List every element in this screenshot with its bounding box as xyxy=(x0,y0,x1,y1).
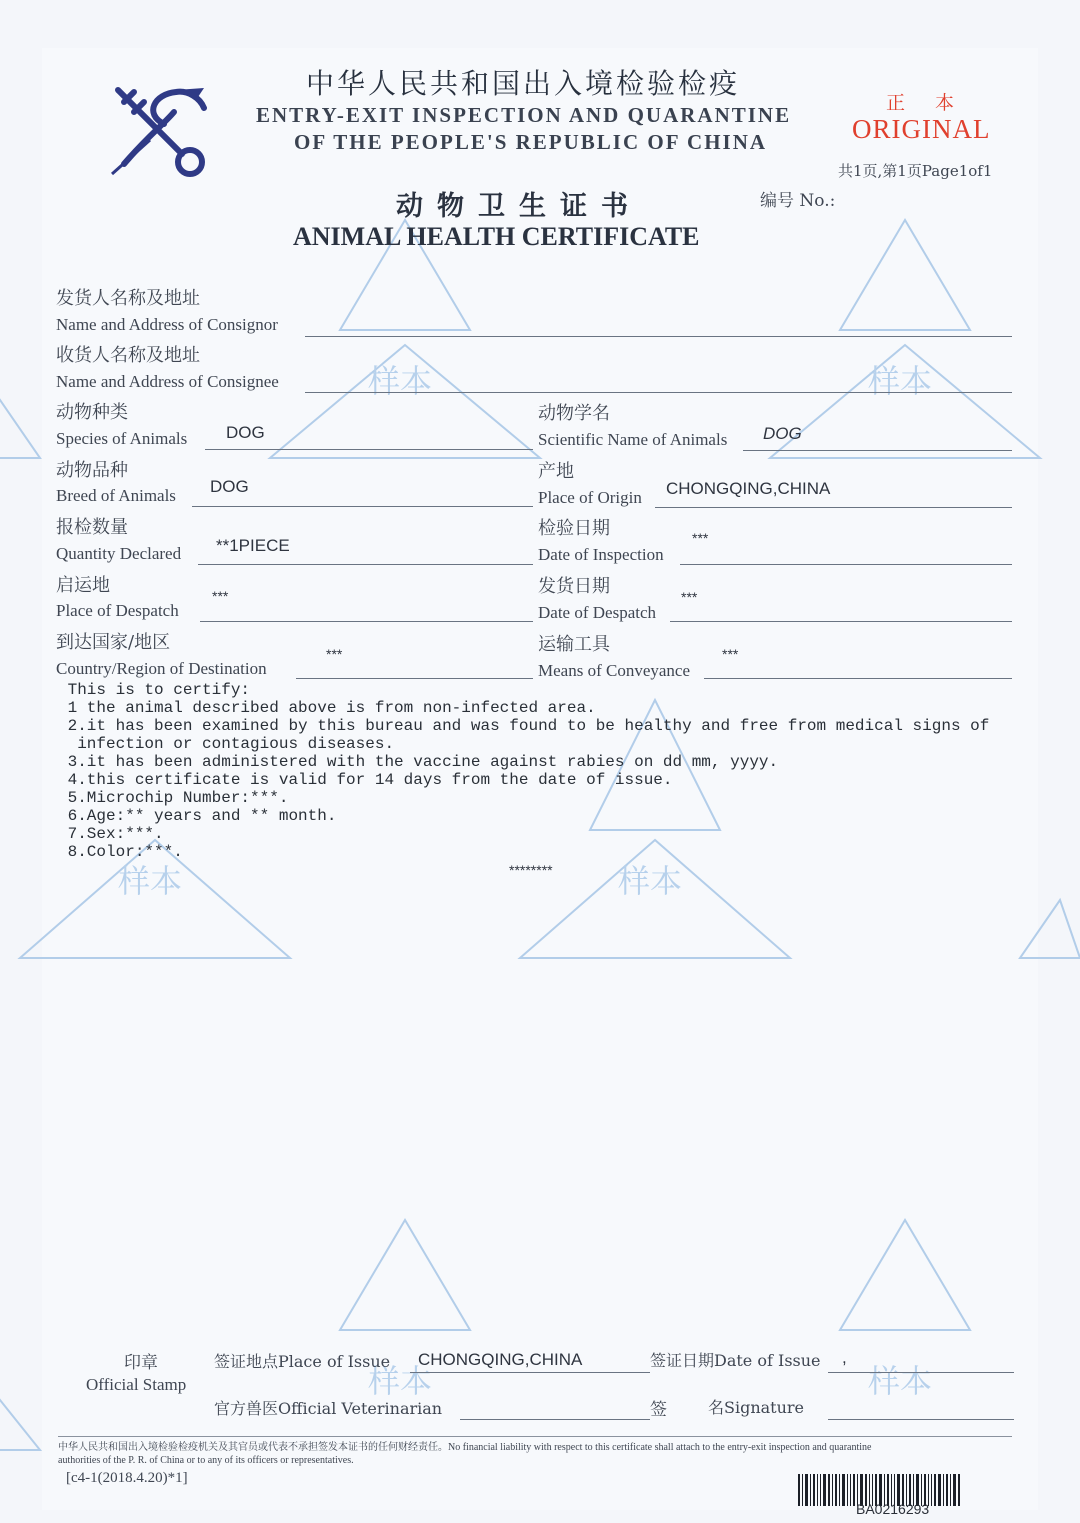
certify-line: 5.Microchip Number:***. xyxy=(58,789,289,807)
watermark-text: 样本 xyxy=(368,362,433,400)
destination-underline xyxy=(296,678,533,679)
scientific-name-label-en: Scientific Name of Animals xyxy=(538,430,728,449)
scientific-name-label-cn: 动物学名 xyxy=(538,403,610,424)
consignee-underline xyxy=(305,392,1012,393)
breed-value: DOG xyxy=(210,477,249,496)
watermark-triangle xyxy=(840,220,970,330)
quantity-value: **1PIECE xyxy=(216,536,290,555)
scientific-name-underline xyxy=(743,450,1012,451)
consignor-underline xyxy=(305,336,1012,337)
watermark-triangle xyxy=(340,1220,470,1330)
number-label: 编号 No.: xyxy=(760,191,836,211)
org-name-en-line1: ENTRY-EXIT INSPECTION AND QUARANTINE xyxy=(256,103,792,127)
watermark-text: 样本 xyxy=(118,862,183,900)
place-issue-value: CHONGQING,CHINA xyxy=(418,1350,583,1369)
quantity-label-en: Quantity Declared xyxy=(56,544,182,563)
watermark-text: 样本 xyxy=(618,862,683,900)
origin-value: CHONGQING,CHINA xyxy=(666,479,831,498)
watermark-triangle xyxy=(0,400,40,458)
despatch-place-label-cn: 启运地 xyxy=(56,575,110,596)
inspection-date-underline xyxy=(680,564,1012,565)
consignor-label-en: Name and Address of Consignor xyxy=(56,315,278,334)
certify-block xyxy=(58,681,989,861)
certify-line: 1 the animal described above is from non-infected area. xyxy=(58,699,596,717)
origin-label-en: Place of Origin xyxy=(538,488,642,507)
consignee-label-en: Name and Address of Consignee xyxy=(56,372,279,391)
inspection-date-value: *** xyxy=(692,530,709,546)
breed-label-en: Breed of Animals xyxy=(56,486,176,505)
despatch-date-value: *** xyxy=(681,589,698,605)
quantity-label-cn: 报检数量 xyxy=(56,517,128,538)
despatch-place-underline xyxy=(200,621,533,622)
inspection-date-label-cn: 检验日期 xyxy=(538,518,610,539)
destination-label-cn: 到达国家/地区 xyxy=(56,632,171,653)
date-issue-underline xyxy=(828,1372,1014,1373)
destination-label-en: Country/Region of Destination xyxy=(56,659,267,678)
org-name-en-line2: OF THE PEOPLE'S REPUBLIC OF CHINA xyxy=(294,130,768,154)
org-name-cn: 中华人民共和国出入境检验检疫 xyxy=(306,67,741,100)
breed-underline xyxy=(192,506,533,507)
veterinarian-underline xyxy=(460,1419,650,1420)
signature-underline xyxy=(828,1419,1014,1420)
origin-label-cn: 产地 xyxy=(538,461,574,482)
certificate-title-cn: 动物卫生证书 xyxy=(396,191,642,222)
breed-label-cn: 动物品种 xyxy=(56,460,128,481)
watermark-triangle xyxy=(840,1220,970,1330)
page-info: 共1页,第1页Page1of1 xyxy=(838,162,993,180)
inspection-date-label-en: Date of Inspection xyxy=(538,545,664,564)
disclaimer-line1 xyxy=(58,1438,871,1453)
disclaimer-en2: authorities of the P. R. of China or to any of its officers or representatives. xyxy=(58,1455,354,1466)
serial-number: BA0216293 xyxy=(856,1501,930,1517)
certify-line: This is to certify: xyxy=(58,681,251,699)
certify-line: 7.Sex:***. xyxy=(58,825,164,843)
certify-line: 8.Color:***. xyxy=(58,843,183,861)
date-issue-label: 签证日期Date of Issue xyxy=(650,1351,821,1370)
consignor-label-cn: 发货人名称及地址 xyxy=(56,288,200,309)
despatch-date-underline xyxy=(670,621,1012,622)
stamp-label-cn: 印章 xyxy=(124,1353,158,1373)
stamp-label-en: Official Stamp xyxy=(86,1375,187,1394)
certify-line: 6.Age:** years and ** month. xyxy=(58,807,337,825)
disclaimer-cn: 中华人民共和国出入境检验检疫机关及其官员或代表不承担签发本证书的任何财经责任。 xyxy=(58,1442,448,1453)
form-code: [c4-1(2018.4.20)*1] xyxy=(66,1470,188,1486)
sign-label-cn: 签 xyxy=(650,1400,667,1420)
signature-label: 名Signature xyxy=(708,1398,805,1417)
watermark-text: 样本 xyxy=(868,1362,933,1400)
watermark-text: 样本 xyxy=(868,362,933,400)
origin-underline xyxy=(655,507,1012,508)
place-issue-label: 签证地点Place of Issue xyxy=(214,1352,391,1371)
conveyance-label-cn: 运输工具 xyxy=(538,634,610,655)
despatch-date-label-en: Date of Despatch xyxy=(538,603,657,622)
original-en: ORIGINAL xyxy=(852,114,991,144)
watermark-triangle xyxy=(1020,900,1080,958)
species-label-en: Species of Animals xyxy=(56,429,188,448)
veterinarian-label: 官方兽医Official Veterinarian xyxy=(214,1399,443,1418)
place-issue-underline xyxy=(410,1372,650,1373)
despatch-date-label-cn: 发货日期 xyxy=(538,576,610,597)
certify-end-mark: ******** xyxy=(509,862,553,878)
despatch-place-label-en: Place of Despatch xyxy=(56,601,179,620)
conveyance-label-en: Means of Conveyance xyxy=(538,661,691,680)
watermark-triangle xyxy=(0,1400,40,1450)
watermark-text: 样本 xyxy=(368,1362,433,1400)
original-cn: 正本 xyxy=(886,92,985,114)
conveyance-value: *** xyxy=(722,646,739,662)
destination-value: *** xyxy=(326,646,343,662)
certify-line: infection or contagious diseases. xyxy=(58,735,395,753)
certify-line: 3.it has been administered with the vaccine against rabies on dd mm, yyyy. xyxy=(58,753,779,771)
species-underline xyxy=(205,449,533,450)
ciq-emblem-icon xyxy=(104,84,214,180)
species-value: DOG xyxy=(226,423,265,442)
certify-line: 2.it has been examined by this bureau and was found to be healthy and free from medical signs of xyxy=(58,717,990,735)
disclaimer-en: No financial liability with respect to this certificate shall attach to the entry-exit inspection and quarantine xyxy=(448,1442,872,1453)
disclaimer-divider xyxy=(58,1436,1012,1437)
despatch-place-value: *** xyxy=(212,588,229,604)
species-label-cn: 动物种类 xyxy=(56,402,128,423)
quantity-underline xyxy=(198,564,533,565)
certify-line: 4.this certificate is valid for 14 days from the date of issue. xyxy=(58,771,673,789)
consignee-label-cn: 收货人名称及地址 xyxy=(56,345,200,366)
certificate-title-en: ANIMAL HEALTH CERTIFICATE xyxy=(293,222,700,251)
scientific-name-value: DOG xyxy=(763,424,802,443)
conveyance-underline xyxy=(704,678,1012,679)
date-issue-value: , xyxy=(842,1348,847,1367)
